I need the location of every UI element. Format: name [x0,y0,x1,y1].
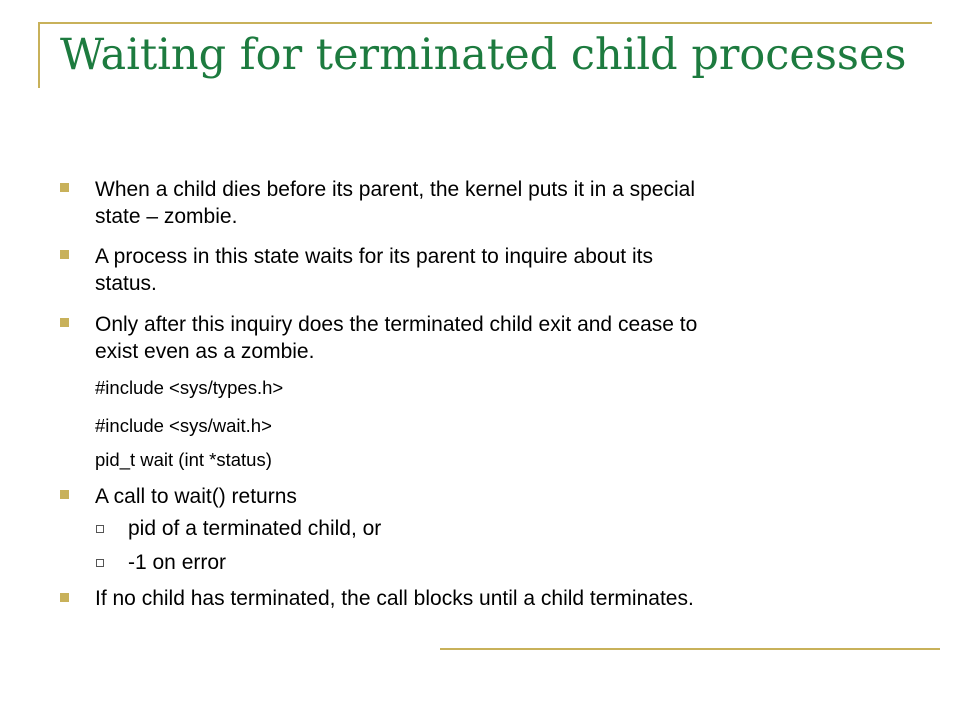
bullet-line: state – zombie. [95,205,238,228]
bottom-rule [440,648,940,650]
hollow-square-icon [96,525,104,533]
bullet-item [95,243,905,297]
sub-item: pid of a terminated child, or [128,517,382,540]
code-line: #include <sys/wait.h> [95,415,272,436]
bullet-line: A process in this state waits for its parent to inquire about its [95,245,653,268]
bullet-square-icon [60,183,69,192]
final-bullet: If no child has terminated, the call blocks until a child terminates. [95,587,694,610]
slide-title: Waiting for terminated child processes [60,30,907,80]
code-line: #include <sys/types.h> [95,377,284,398]
left-rule [38,22,40,88]
call-bullet: A call to wait() returns [95,485,297,508]
bullet-line: status. [95,272,157,295]
top-rule [38,22,932,24]
bullet-line: When a child dies before its parent, the kernel puts it in a special [95,178,695,201]
bullet-line: exist even as a zombie. [95,340,315,363]
hollow-square-icon [96,559,104,567]
bullet-square-icon [60,593,69,602]
bullet-square-icon [60,318,69,327]
bullet-item [95,176,905,230]
bullet-square-icon [60,490,69,499]
bullet-line: Only after this inquiry does the terminated child exit and cease to [95,313,698,336]
bullet-square-icon [60,250,69,259]
code-line: pid_t wait (int *status) [95,449,272,470]
bullet-item [95,311,905,365]
sub-item: -1 on error [128,551,227,574]
